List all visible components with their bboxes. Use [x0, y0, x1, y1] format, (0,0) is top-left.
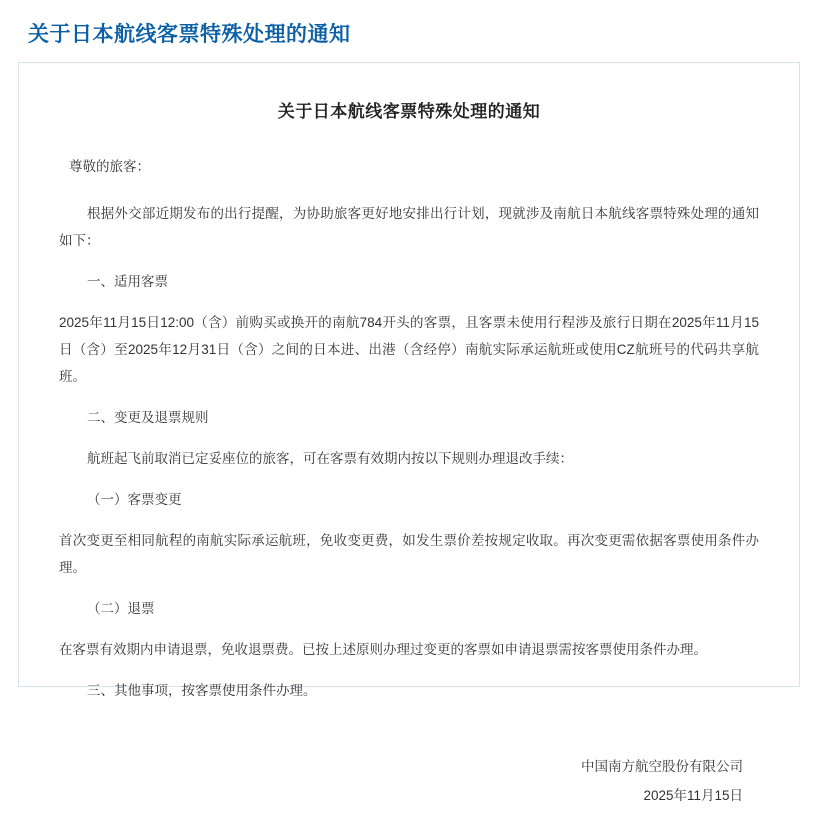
paragraph-section-1-heading: 一、适用客票: [87, 273, 168, 289]
paragraph-section-3: 三、其他事项，按客票使用条件办理。: [87, 682, 317, 698]
paragraph-subsection-1-heading: （一）客票变更: [87, 491, 182, 507]
paragraph-subsection-2-body: 在客票有效期内申请退票，免收退票费。已按上述原则办理过变更的客票如申请退票需按客票使用条件办理。: [59, 641, 707, 657]
paragraph-subsection-1-body: 首次变更至相同航程的南航实际承运航班，免收变更费，如发生票价差按规定收取。再次变更需依据客票使用条件办理。: [59, 532, 759, 575]
page-title: 关于日本航线客票特殊处理的通知: [28, 23, 351, 46]
signature-block: [59, 752, 759, 811]
salutation: 尊敬的旅客：: [69, 159, 150, 174]
paragraph-section-2-heading: 二、变更及退票规则: [87, 409, 209, 425]
signature-company: 中国南方航空股份有限公司: [581, 758, 743, 774]
notice-card: [18, 62, 800, 804]
notice-body: [19, 63, 799, 831]
paragraph-section-2-body: 航班起飞前取消已定妥座位的旅客，可在客票有效期内按以下规则办理退改手续：: [87, 450, 573, 466]
paragraph-intro: 根据外交部近期发布的出行提醒，为协助旅客更好地安排出行计划，现就涉及南航日本航线客票特殊处理的通知如下：: [59, 205, 759, 248]
signature-date: 2025年11月15日: [643, 788, 743, 804]
document-title: 关于日本航线客票特殊处理的通知: [277, 102, 541, 121]
paragraph-subsection-2-heading: （二）退票: [87, 600, 155, 616]
paragraph-section-1-body: 2025年11月15日12:00（含）前购买或换开的南航784开头的客票，且客票未使用行程涉及旅行日期在2025年11月15日（含）至2025年12月31日（含）之间的日本进、出港（含经停）南航实际承运航班或使用CZ航班号的代码共享航班。: [59, 314, 759, 384]
